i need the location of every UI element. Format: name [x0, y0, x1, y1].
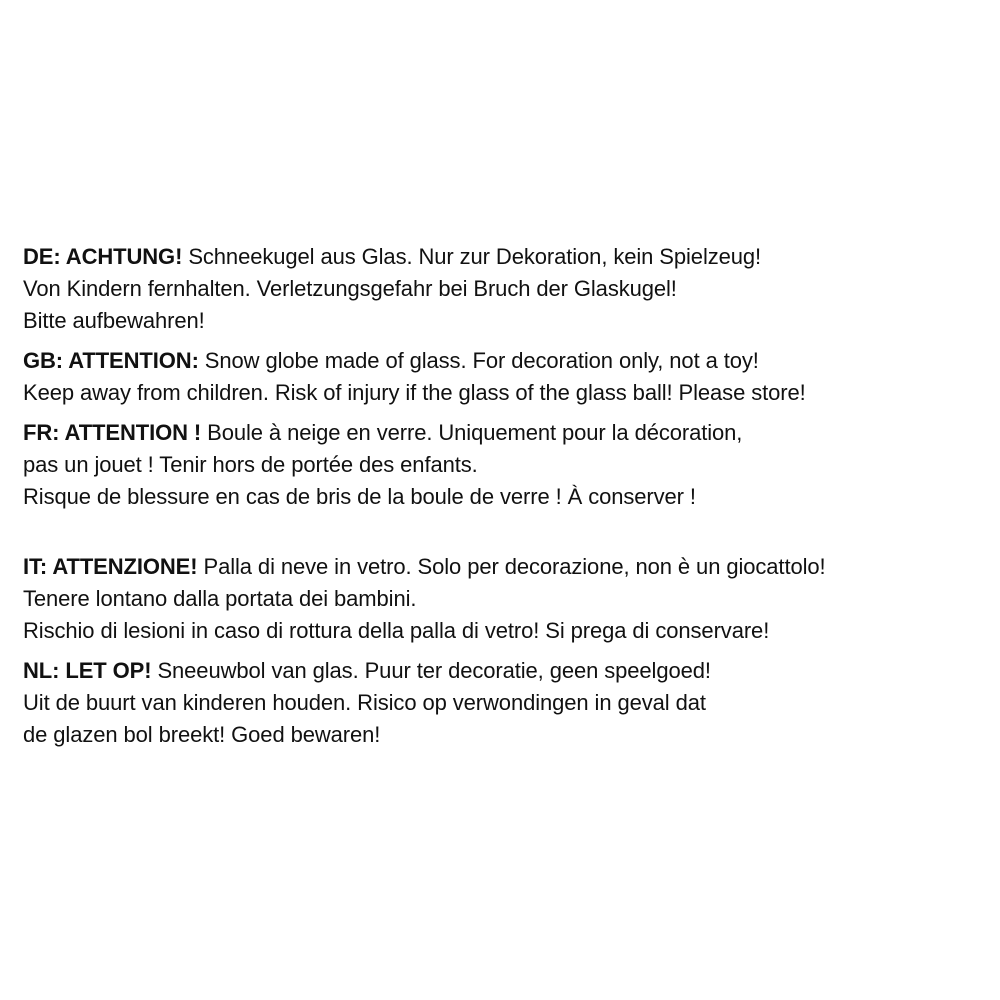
warning-it-heading: IT: ATTENZIONE! — [23, 554, 198, 579]
warning-nl — [23, 655, 993, 751]
warning-it-text-1: Palla di neve in vetro. Solo per decorazione, non è un giocattolo! — [197, 554, 826, 579]
warning-de — [23, 241, 993, 337]
warning-de-line-2: Von Kindern fernhalten. Verletzungsgefahr bei Bruch der Glaskugel! — [23, 276, 677, 301]
warning-it-line-2: Tenere lontano dalla portata dei bambini. — [23, 586, 417, 611]
warning-de-line-1 — [23, 241, 993, 273]
warning-de-line-3: Bitte aufbewahren! — [23, 308, 205, 333]
warning-it — [23, 551, 993, 647]
warning-it-line-3: Rischio di lesioni in caso di rottura della palla di vetro! Si prega di conservare! — [23, 618, 770, 643]
warning-fr-line-1 — [23, 417, 993, 449]
warning-fr-heading: FR: ATTENTION ! — [23, 420, 202, 445]
warning-gb-line-1 — [23, 345, 993, 377]
warning-fr-line-2: pas un jouet ! Tenir hors de portée des enfants. — [23, 452, 478, 477]
warning-de-text-1: Schneekugel aus Glas. Nur zur Dekoration, kein Spielzeug! — [182, 244, 762, 269]
warning-fr — [23, 417, 993, 513]
warning-gb-text-1: Snow globe made of glass. For decoration only, not a toy! — [198, 348, 759, 373]
warning-it-line-1 — [23, 551, 993, 583]
warning-nl-heading: NL: LET OP! — [23, 658, 152, 683]
warning-nl-line-1 — [23, 655, 993, 687]
warning-nl-line-2: Uit de buurt van kinderen houden. Risico op verwondingen in geval dat — [23, 690, 706, 715]
warning-gb-line-2: Keep away from children. Risk of injury if the glass of the glass ball! Please store! — [23, 380, 806, 405]
warning-de-heading: DE: ACHTUNG! — [23, 244, 183, 269]
warning-gb-heading: GB: ATTENTION: — [23, 348, 199, 373]
warning-text-block — [23, 241, 993, 751]
warning-gb — [23, 345, 993, 409]
warning-nl-text-1: Sneeuwbol van glas. Puur ter decoratie, geen speelgoed! — [151, 658, 711, 683]
warning-fr-text-1: Boule à neige en verre. Uniquement pour la décoration, — [201, 420, 743, 445]
warning-nl-line-3: de glazen bol breekt! Goed bewaren! — [23, 722, 381, 747]
warning-fr-line-3: Risque de blessure en cas de bris de la boule de verre ! À conserver ! — [23, 484, 696, 509]
